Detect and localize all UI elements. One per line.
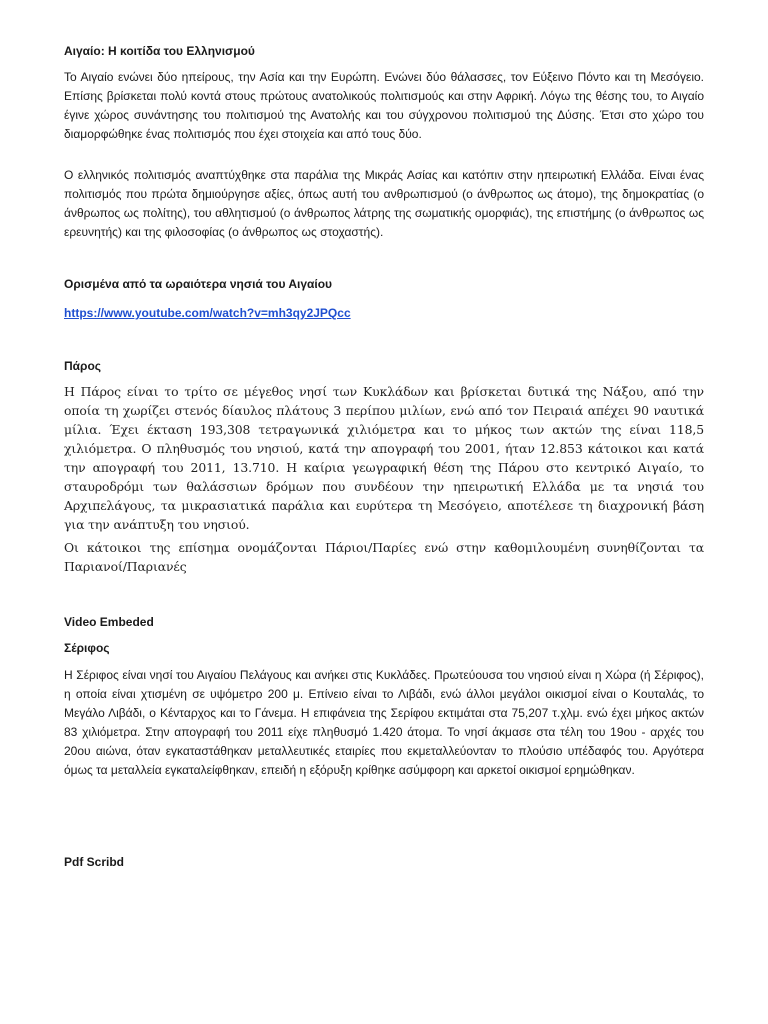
islands-title: Ορισμένα από τα ωραιότερα νησιά του Αιγαίου xyxy=(64,277,333,291)
aegean-paragraph-2: Ο ελληνικός πολιτισμός αναπτύχθηκε στα παράλια της Μικράς Ασίας και κατόπιν στην ηπειρωτική Ελλάδα. Είναι ένας πολιτισμός που πρώτα δημιούργησε αξίες, όπως αυτή του ανθρωπισμού (ο άνθρωπος ως άτομο), της δημοκρατίας (ο άνθρωπος ως πολίτης), του αθλητισμού (ο άνθρωπος λάτρης της σωματικής ομορφιάς), της επιστήμης (ο άνθρωπος ως ερευνητής) και της φιλοσοφίας (ο άνθρωπος ως στοχαστής). xyxy=(64,168,704,239)
paros-title: Πάρος xyxy=(64,359,102,373)
serifos-title: Σέριφος xyxy=(64,641,110,655)
aegean-title: Αιγαίο: Η κοιτίδα του Ελληνισμού xyxy=(64,44,255,58)
paros-paragraph-2: Οι κάτοικοι της επίσημα ονομάζονται Πάριοι/Παρίες ενώ στην καθομιλουμένη συνηθίζονται τα Παριανοί/Παριανές xyxy=(64,540,704,574)
youtube-link[interactable]: https://www.youtube.com/watch?v=mh3qy2JPQcc xyxy=(64,306,351,320)
pdf-scribd-label: Pdf Scribd xyxy=(64,855,125,869)
paros-paragraph-1: Η Πάρος είναι το τρίτο σε μέγεθος νησί των Κυκλάδων και βρίσκεται δυτικά της Νάξου, από την οποία τη χωρίζει στενός δίαυλος πλάτους 3 περίπου μιλίων, ενώ από τον Πειραιά απέχει 90 ναυτικά μίλια. Έχει έκταση 193,308 τετραγωνικά χιλιόμετρα και το μήκος των ακτών της είναι 118,5 χιλιόμετρα. Ο πληθυσμός του νησιού, κατά την απογραφή του 2001, ήταν 12.853 κάτοικοι και κατά την απογραφή του 2011, 13.710. Η καίρια γεωγραφική θέση της Πάρου στο κεντρικό Αιγαίο, το σταυροδρόμι των θαλάσσιων δρόμων που συνδέουν την ηπειρωτική Ελλάδα με τα νησιά του Αρχιπελάγους, τα μικρασιατικά παράλια και ευρύτερα τη Μεσόγειο, αποτέλεσε τη διαχρονική βάση για την ανάπτυξη του νησιού. xyxy=(64,384,704,532)
video-embed-label: Video Embeded xyxy=(64,615,154,629)
serifos-paragraph-1: Η Σέριφος είναι νησί του Αιγαίου Πελάγους και ανήκει στις Κυκλάδες. Πρωτεύουσα του νησιού είναι η Χώρα (ή Σέριφος), η οποία είναι χτισμένη σε υψόμετρο 200 μ. Επίνειο είναι το Λιβάδι, ενώ άλλοι μεγάλοι οικισμοί είναι ο Κουταλάς, το Μεγάλο Λιβάδι, ο Κένταρχος και το Γάνεμα. Η επιφάνεια της Σερίφου εκτιμάται στα 75,207 τ.χλμ. ενώ έχει μήκος ακτών 83 χιλιόμετρα. Στην απογραφή του 2011 είχε πληθυσμό 1.420 άτομα. Το νησί άκμασε στα τέλη του 19ου - αρχές του 20ου αιώνα, όταν εγκαταστάθηκαν μεταλλευτικές εταιρίες που εκμεταλλεύονταν το πλούσιο υπέδαφός του. Αργότερα όμως τα μεταλλεία εγκαταλείφθηκαν, επειδή η εξόρυξη κρίθηκε ασύμφορη και αρκετοί οικισμοί ερημώθηκαν. xyxy=(64,668,704,777)
aegean-paragraph-1: Το Αιγαίο ενώνει δύο ηπείρους, την Ασία και την Ευρώπη. Ενώνει δύο θάλασσες, τον Εύξεινο Πόντο και τη Μεσόγειο. Επίσης βρίσκεται πολύ κοντά στους πρώτους ανατολικούς πολιτισμούς και στην Αφρική. Λόγω της θέσης του, το Αιγαίο έγινε χώρος συνάντησης του πολιτισμού της Ανατολής και του σύγχρονου πολιτισμού της Δύσης. Έτσι στο χώρο του διαμορφώθηκε ένας πολιτισμός που έχει στοιχεία και από τους δύο. xyxy=(64,70,704,141)
